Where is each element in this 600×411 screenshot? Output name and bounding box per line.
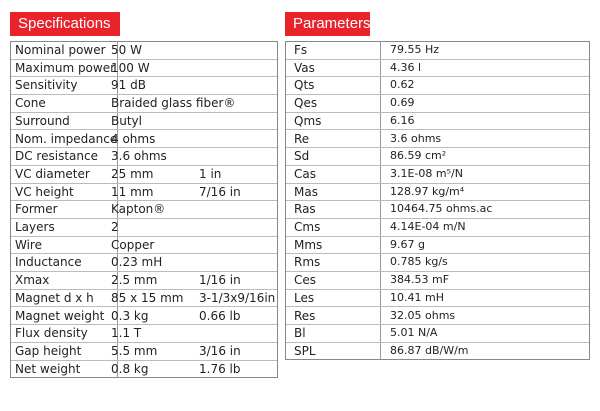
spec-value: 25 mm [111,166,154,181]
param-value: 4.14E-04 m/N [390,220,466,233]
spec-value: 50 W [111,43,142,57]
param-value: 4.36 l [390,60,422,74]
spec-label: Layers [15,220,55,234]
spec-imperial: 3/16 in [199,343,241,358]
parameters-row [286,343,589,361]
spec-label: VC height [15,184,74,199]
param-label: Ces [294,273,317,288]
spec-value: 1.1 T [111,326,142,341]
param-label: Les [294,290,315,305]
spec-imperial: 1.76 lb [199,361,241,376]
spec-label: Nom. impedance [15,131,118,146]
param-value: 384.53 mF [390,273,450,287]
spec-label: Magnet weight [15,308,105,323]
spec-label: Sensitivity [15,78,78,93]
param-label: Cas [294,166,316,181]
parameters-row [286,148,589,166]
spec-label: VC diameter [15,166,90,181]
parameters-row [286,272,589,290]
parameters-row [286,254,589,272]
param-label: Qts [294,78,315,93]
spec-imperial: 7/16 in [199,184,241,199]
param-value: 0.785 kg/s [390,255,448,269]
param-value: 10464.75 ohms.ac [390,202,493,216]
spec-label: Former [15,202,58,217]
specifications-row [11,77,277,95]
parameters-table [285,41,590,360]
specifications-row [11,219,277,237]
parameters-row [286,77,589,95]
parameters-row [286,219,589,237]
specifications-row [11,131,277,149]
parameters-row [286,166,589,184]
parameters-row [286,201,589,219]
spec-value: 0.23 mH [111,255,163,270]
spec-value: 3.6 ohms [111,149,167,164]
param-label: Bl [294,326,306,341]
spec-value: 0.3 kg [111,308,149,323]
specifications-row [11,95,277,113]
specifications-row [11,325,277,343]
param-value: 9.67 g [390,237,425,251]
specifications-row [11,201,277,219]
spec-label: DC resistance [15,149,98,164]
parameters-row [286,42,589,60]
param-label: Cms [294,220,321,234]
spec-label: Cone [15,96,46,111]
param-label: Res [294,308,316,323]
spec-label: Wire [15,237,42,252]
param-label: Qes [294,96,318,111]
specifications-row [11,361,277,379]
param-value: 3.1E-08 m⁵/N [390,166,463,180]
param-value: 5.01 N/A [390,326,438,340]
specifications-table [10,41,278,378]
parameters-row [286,131,589,149]
spec-value: 2 [111,220,119,234]
spec-value: Copper [111,237,155,252]
spec-label: Inductance [15,255,82,270]
param-label: Mas [294,184,318,199]
param-label: Mms [294,237,323,252]
spec-label: Xmax [15,273,50,288]
param-label: Rms [294,255,321,270]
spec-label: Maximum power [15,60,116,75]
spec-value: 2.5 mm [111,273,158,288]
parameters-row [286,237,589,255]
param-label: Vas [294,60,315,75]
specifications-row [11,290,277,308]
spec-label: Surround [15,113,70,128]
parameters-row [286,60,589,78]
parameters-row [286,325,589,343]
param-value: 128.97 kg/m⁴ [390,184,465,198]
param-label: SPL [294,343,316,358]
specifications-row [11,113,277,131]
spec-label: Flux density [15,326,88,341]
specifications-row [11,308,277,326]
specifications-row [11,184,277,202]
specifications-row [11,42,277,60]
param-value: 10.41 mH [390,290,444,304]
param-label: Ras [294,202,316,217]
parameters-header: Parameters [285,12,370,36]
specifications-row [11,254,277,272]
specifications-header: Specifications [10,12,120,36]
spec-label: Gap height [15,343,82,358]
specifications-row [11,60,277,78]
spec-value: 0.8 kg [111,361,149,376]
spec-value: 100 W [111,60,150,75]
spec-value: 91 dB [111,78,146,93]
spec-value: Butyl [111,113,142,128]
spec-value: 4 ohms [111,131,156,146]
spec-value: 11 mm [111,184,154,199]
specifications-row [11,343,277,361]
parameters-row [286,308,589,326]
parameters-row [286,95,589,113]
specifications-row [11,166,277,184]
param-value: 86.59 cm² [390,149,447,163]
specifications-row [11,272,277,290]
param-value: 6.16 [390,113,415,127]
param-value: 86.87 dB/W/m [390,343,469,357]
param-label: Sd [294,149,310,164]
param-value: 32.05 ohms [390,308,456,322]
spec-label: Nominal power [15,43,106,57]
spec-imperial: 1 in [199,166,222,181]
parameters-row [286,113,589,131]
param-value: 3.6 ohms [390,131,442,145]
parameters-row [286,290,589,308]
spec-value: Braided glass fiber® [111,96,236,111]
param-label: Fs [294,43,308,57]
spec-imperial: 3-1/3x9/16in [199,290,276,305]
spec-label: Net weight [15,361,81,376]
spec-label: Magnet d x h [15,290,94,305]
param-value: 0.69 [390,96,415,110]
param-value: 0.62 [390,78,415,92]
spec-value: Kapton® [111,202,166,217]
specifications-row [11,148,277,166]
param-label: Qms [294,113,322,128]
param-value: 79.55 Hz [390,43,440,56]
param-label: Re [294,131,310,146]
specifications-row [11,237,277,255]
spec-value: 5.5 mm [111,343,158,358]
spec-value: 85 x 15 mm [111,290,184,305]
spec-imperial: 1/16 in [199,273,241,288]
parameters-row [286,184,589,202]
spec-imperial: 0.66 lb [199,308,241,323]
